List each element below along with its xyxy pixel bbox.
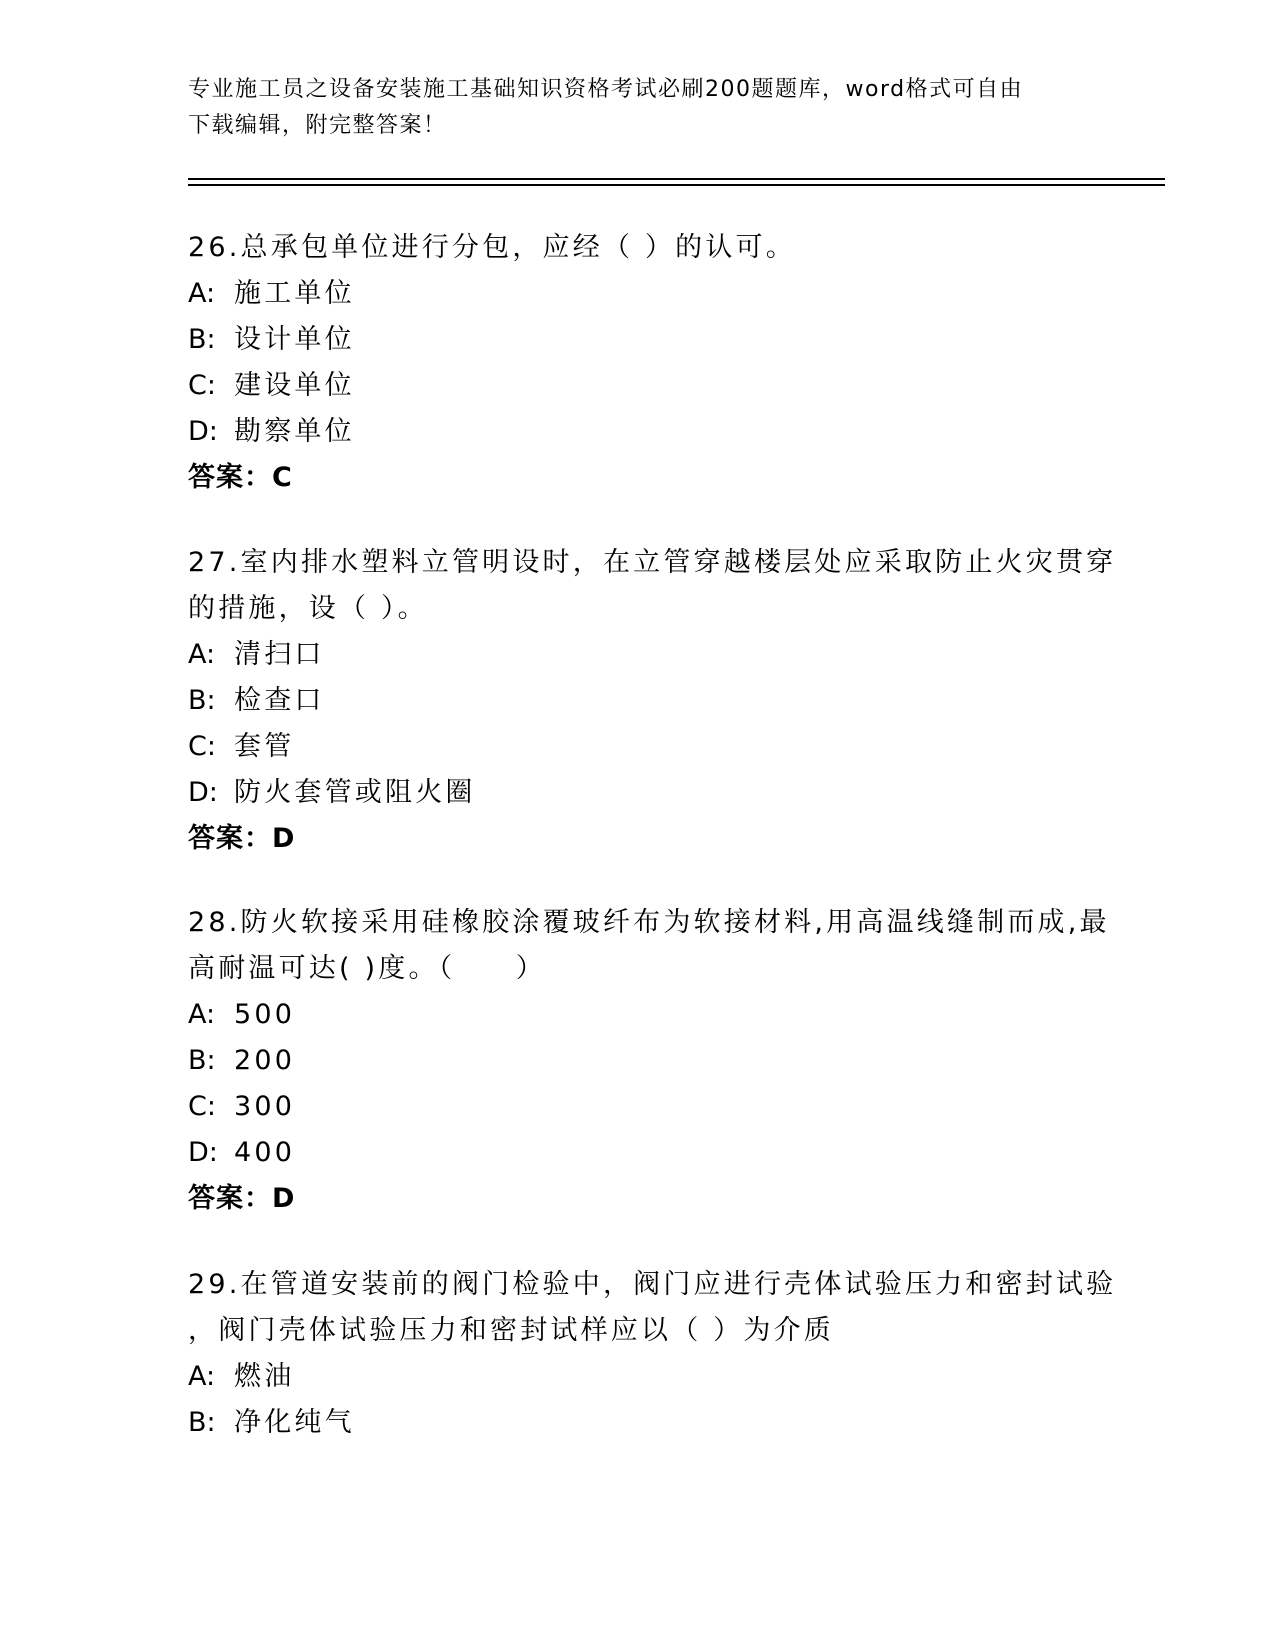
answer: 答案：D (188, 823, 296, 854)
option-b (188, 1400, 1088, 1446)
question-26 (188, 225, 1088, 501)
option-key: D: (188, 1137, 218, 1168)
header-line-1: 专业施工员之设备安装施工基础知识资格考试必刷200题题库，word格式可自由 (188, 77, 1024, 102)
option-key: C: (188, 370, 216, 401)
option-key: B: (188, 324, 216, 355)
option-b (188, 1038, 1088, 1084)
option-c (188, 1084, 1088, 1130)
option-text: 200 (234, 1045, 296, 1076)
option-a (188, 1354, 1088, 1400)
question-text: 29.在管道安装前的阀门检验中，阀门应进行壳体试验压力和密封试验 (188, 1269, 1117, 1300)
option-key: A: (188, 1361, 216, 1392)
option-a (188, 632, 1088, 678)
option-key: B: (188, 1045, 216, 1076)
option-b (188, 317, 1088, 363)
option-key: D: (188, 416, 218, 447)
option-text: 300 (234, 1091, 296, 1122)
question-28 (188, 900, 1110, 1222)
option-text: 套管 (234, 731, 295, 762)
answer: 答案：D (188, 1183, 296, 1214)
option-text: 勘察单位 (234, 416, 355, 447)
question-text: 28.防火软接采用硅橡胶涂覆玻纤布为软接材料,用高温线缝制而成,最 (188, 907, 1110, 938)
question-text-cont: ，阀门壳体试验压力和密封试样应以（ ）为介质 (188, 1315, 834, 1346)
option-text: 防火套管或阻火圈 (234, 777, 476, 808)
answer: 答案：C (188, 462, 293, 493)
header-line-2: 下载编辑，附完整答案！ (188, 113, 447, 138)
option-a (188, 992, 1088, 1038)
option-b (188, 678, 1088, 724)
option-text: 设计单位 (234, 324, 355, 355)
option-key: D: (188, 777, 218, 808)
option-a (188, 271, 1088, 317)
option-key: A: (188, 999, 216, 1030)
question-text-cont: 高耐温可达( )度。（ ） (188, 953, 546, 984)
header-divider-top (188, 178, 1165, 180)
option-text: 建设单位 (234, 370, 355, 401)
question-29 (188, 1262, 1117, 1446)
option-text: 施工单位 (234, 278, 355, 309)
header-divider-bottom (188, 184, 1165, 186)
option-d (188, 770, 1088, 816)
option-text: 检查口 (234, 685, 325, 716)
option-key: C: (188, 1091, 216, 1122)
question-text: 27.室内排水塑料立管明设时，在立管穿越楼层处应采取防止火灾贯穿 (188, 547, 1117, 578)
option-text: 净化纯气 (234, 1407, 355, 1438)
option-key: B: (188, 685, 216, 716)
option-c (188, 724, 1088, 770)
option-c (188, 363, 1088, 409)
option-text: 400 (234, 1137, 296, 1168)
option-key: C: (188, 731, 216, 762)
option-key: B: (188, 1407, 216, 1438)
question-27 (188, 540, 1117, 862)
question-text-cont: 的措施，设（ ）。 (188, 593, 428, 624)
option-text: 燃油 (234, 1361, 295, 1392)
option-key: A: (188, 278, 216, 309)
option-d (188, 1130, 1088, 1176)
option-text: 清扫口 (234, 639, 325, 670)
document-header (188, 72, 1088, 144)
question-text: 26.总承包单位进行分包，应经（ ）的认可。 (188, 232, 796, 263)
option-d (188, 409, 1088, 455)
option-text: 500 (234, 999, 296, 1030)
option-key: A: (188, 639, 216, 670)
